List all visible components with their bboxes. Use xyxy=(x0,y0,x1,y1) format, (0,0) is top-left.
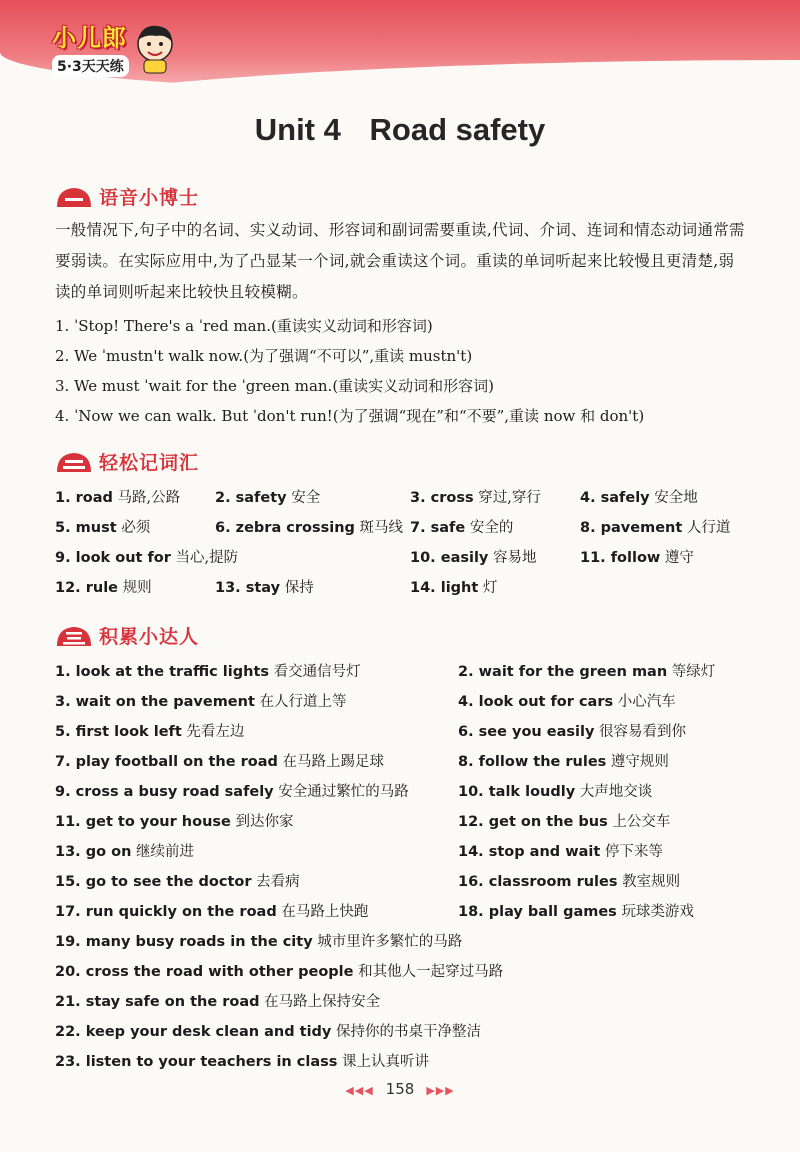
unit-topic: Road safety xyxy=(369,112,546,147)
phrase-item: 3. wait on the pavement 在人行道上等 xyxy=(55,694,347,710)
example-sentence: 2. We ˈmustn't walk now.(为了强调“不可以”,重读 mustn't) xyxy=(55,347,473,365)
phrase-item: 16. classroom rules 教室规则 xyxy=(458,874,681,890)
phrase-item: 15. go to see the doctor 去看病 xyxy=(55,874,300,890)
logo xyxy=(52,18,129,77)
phrase-item: 8. follow the rules 遵守规则 xyxy=(458,754,669,770)
vocab-item: 7. safe 安全的 xyxy=(410,520,514,536)
page-number: 158 xyxy=(385,1080,415,1098)
phrase-item: 22. keep your desk clean and tidy 保持你的书桌干净整洁 xyxy=(55,1024,481,1040)
vocab-item: 11. follow 遵守 xyxy=(580,550,694,566)
vocab-item: 9. look out for 当心,提防 xyxy=(55,550,239,566)
phrase-item: 6. see you easily 很容易看到你 xyxy=(458,724,687,740)
example-sentence: 3. We must ˈwait for the ˈgreen man.(重读实义动词和形容词) xyxy=(55,377,495,395)
section-badge-icon xyxy=(55,624,93,648)
phrase-item: 7. play football on the road 在马路上踢足球 xyxy=(55,754,385,770)
phrase-item: 17. run quickly on the road 在马路上快跑 xyxy=(55,904,369,920)
section-header-vocabulary xyxy=(55,448,199,475)
right-arrows-icon: ▶▶▶ xyxy=(426,1084,455,1097)
page-title xyxy=(0,112,800,148)
section-header-pronunciation xyxy=(55,183,199,210)
phrase-item: 23. listen to your teachers in class 课上认真听讲 xyxy=(55,1054,430,1070)
section-header-phrases xyxy=(55,622,199,649)
phrase-item: 20. cross the road with other people 和其他人一起穿过马路 xyxy=(55,964,504,980)
logo-subtitle: 5·3天天练 xyxy=(52,55,129,77)
vocab-item: 10. easily 容易地 xyxy=(410,550,537,566)
section-badge-icon xyxy=(55,185,93,209)
vocab-item: 4. safely 安全地 xyxy=(580,490,698,506)
phrase-item: 21. stay safe on the road 在马路上保持安全 xyxy=(55,994,381,1010)
phrase-item: 12. get on the bus 上公交车 xyxy=(458,814,671,830)
left-arrows-icon: ◀◀◀ xyxy=(345,1084,374,1097)
logo-text: 小儿郎 xyxy=(52,24,127,52)
phrase-item: 9. cross a busy road safely 安全通过繁忙的马路 xyxy=(55,784,409,800)
vocab-item: 1. road 马路,公路 xyxy=(55,490,181,506)
section-title: 积累小达人 xyxy=(99,626,200,648)
phrase-item: 1. look at the traffic lights 看交通信号灯 xyxy=(55,664,361,680)
phrase-item: 4. look out for cars 小心汽车 xyxy=(458,694,676,710)
section-title: 语音小博士 xyxy=(99,187,200,209)
mascot-icon xyxy=(132,22,178,74)
intro-paragraph: 一般情况下,句子中的名词、实义动词、形容词和副词需要重读,代词、介词、连词和情态动词通常需要弱读。在实际应用中,为了凸显某一个词,就会重读这个词。重读的单词听起来比较慢且更清楚,弱读的单词则听起来比较快且较模糊。 xyxy=(55,221,745,301)
phrase-item: 11. get to your house 到达你家 xyxy=(55,814,294,830)
unit-label: Unit 4 xyxy=(254,112,341,147)
vocab-item: 6. zebra crossing 斑马线 xyxy=(215,520,404,536)
phrase-item: 10. talk loudly 大声地交谈 xyxy=(458,784,653,800)
vocab-item: 8. pavement 人行道 xyxy=(580,520,731,536)
page-number-footer xyxy=(0,1080,800,1098)
vocab-item: 14. light 灯 xyxy=(410,580,498,596)
phrase-item: 13. go on 继续前进 xyxy=(55,844,195,860)
vocab-item: 13. stay 保持 xyxy=(215,580,314,596)
vocab-item: 2. safety 安全 xyxy=(215,490,321,506)
phrase-item: 14. stop and wait 停下来等 xyxy=(458,844,663,860)
vocab-item: 12. rule 规则 xyxy=(55,580,152,596)
phrase-item: 18. play ball games 玩球类游戏 xyxy=(458,904,694,920)
phrase-item: 5. first look left 先看左边 xyxy=(55,724,245,740)
phrase-item: 19. many busy roads in the city 城市里许多繁忙的马路 xyxy=(55,934,463,950)
section-badge-icon xyxy=(55,450,93,474)
phrase-item: 2. wait for the green man 等绿灯 xyxy=(458,664,716,680)
example-sentence: 1. ˈStop! There's a ˈred man.(重读实义动词和形容词) xyxy=(55,317,433,335)
vocab-item: 5. must 必须 xyxy=(55,520,151,536)
vocab-item: 3. cross 穿过,穿行 xyxy=(410,490,541,506)
example-sentence: 4. ˈNow we can walk. But ˈdon't run!(为了强调“现在”和“不要”,重读 now 和 don't) xyxy=(55,407,645,425)
section-title: 轻松记词汇 xyxy=(99,452,200,474)
